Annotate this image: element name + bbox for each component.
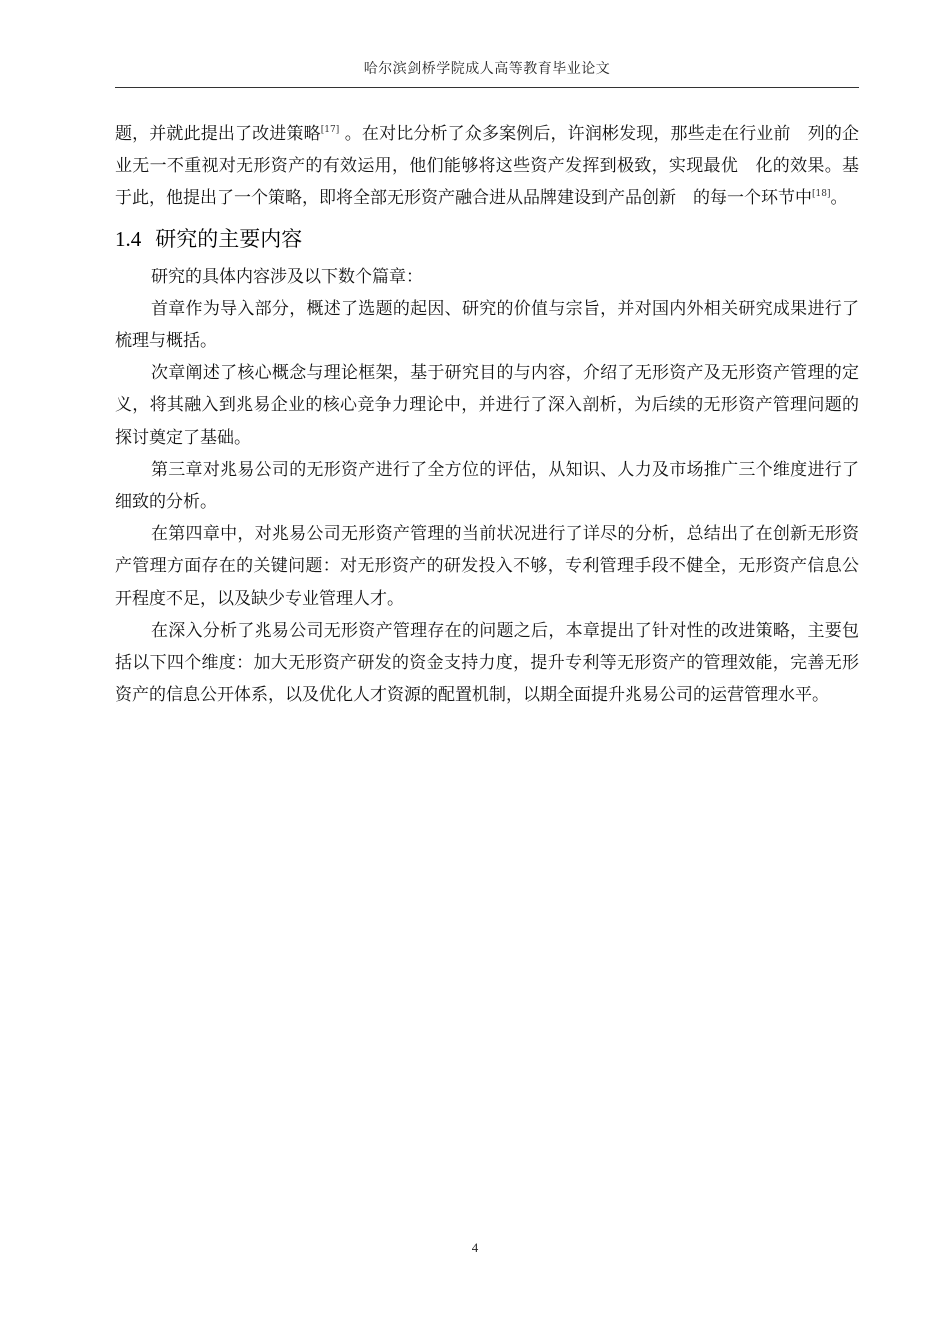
section-number: 1.4: [115, 226, 142, 251]
page-number: 4: [471, 1240, 479, 1255]
paragraph-chapter-4: 在第四章中，对兆易公司无形资产管理的当前状况进行了详尽的分析，总结出了在创新无形资产管理方面存在的关键问题：对无形资产的研发投入不够，专利管理手段不健全，无形资产信息公开程度不足，以及缺少专业管理人才。: [115, 524, 859, 609]
document-body: [115, 118, 859, 711]
header-rule: [115, 87, 859, 88]
paragraph-chapter-1: 首章作为导入部分，概述了选题的起因、研究的价值与宗旨，并对国内外相关研究成果进行了梳理与概括。: [115, 298, 859, 352]
continuation-text-1: 题，并就此提出了改进策略: [115, 124, 321, 144]
citation-17: [17]: [320, 125, 340, 135]
continuation-paragraph: [115, 118, 859, 215]
continuation-text-3: 。: [830, 188, 848, 209]
section-heading: [115, 223, 859, 255]
running-header: 哈尔滨剑桥学院成人高等教育毕业论文: [363, 61, 611, 77]
citation-18: [18]: [812, 189, 831, 200]
section-title: 研究的主要内容: [155, 226, 303, 251]
continuation-text-2: 。在对比分析了众多案例后，许润彬发现，那些走在行业前 列的企业无一不重视对无形资产的有效运用，他们能够将这些资产发挥到极致，实现最优 化的效果。基于此，他提出了一个策略，即将全部无形资产融合进从品牌建设到产品创新 的每一个环节中: [115, 124, 860, 209]
paragraph-chapter-3: 第三章对兆易公司的无形资产进行了全方位的评估，从知识、人力及市场推广三个维度进行了细致的分析。: [115, 459, 859, 513]
paragraph-intro: 研究的具体内容涉及以下数个篇章：: [151, 266, 423, 287]
paragraph-chapter-2: 次章阐述了核心概念与理论框架，基于研究目的与内容，介绍了无形资产及无形资产管理的定义，将其融入到兆易企业的核心竞争力理论中，并进行了深入剖析，为后续的无形资产管理问题的探讨奠定了基础。: [115, 363, 859, 448]
paragraph-chapter-5: 在深入分析了兆易公司无形资产管理存在的问题之后，本章提出了针对性的改进策略，主要包括以下四个维度：加大无形资产研发的资金支持力度，提升专利等无形资产的管理效能，完善无形资产的信息公开体系，以及优化人才资源的配置机制，以期全面提升兆易公司的运营管理水平。: [115, 620, 859, 706]
